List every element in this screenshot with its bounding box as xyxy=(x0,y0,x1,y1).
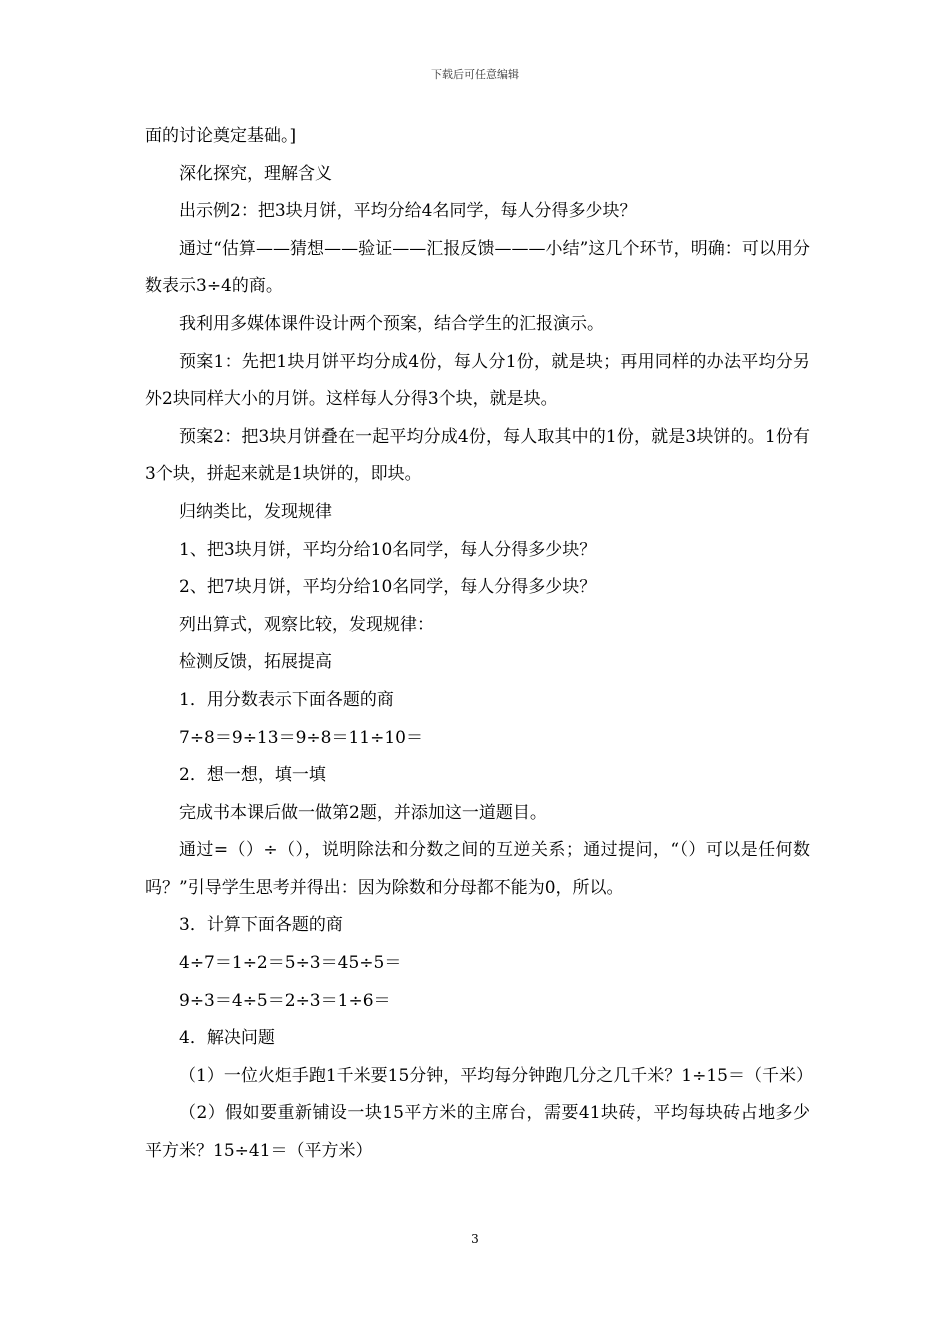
paragraph: 1、把3块月饼，平均分给10名同学，每人分得多少块？ xyxy=(179,539,597,560)
paragraph: 面的讨论奠定基础。] xyxy=(145,126,297,146)
paragraph: 1．用分数表示下面各题的商 xyxy=(179,689,394,710)
paragraph: 出示例2：把3块月饼，平均分给4名同学，每人分得多少块？ xyxy=(179,201,637,222)
paragraph: 预案1：先把1块月饼平均分成4份，每人分1份，就是块；再用同样的办法平均分另外2块同样大小的月饼。这样每人分得3个块，就是块。 xyxy=(145,351,810,410)
paragraph: 列出算式，观察比较，发现规律： xyxy=(179,614,434,635)
page-header: 下载后可任意编辑 xyxy=(431,68,519,81)
section-heading: 深化探究，理解含义 xyxy=(179,163,332,184)
paragraph: 2．想一想，填一填 xyxy=(179,765,326,786)
paragraph: 2、把7块月饼，平均分给10名同学，每人分得多少块？ xyxy=(179,577,597,598)
paragraph: 完成书本课后做一做第2题，并添加这一道题目。 xyxy=(179,802,547,823)
paragraph: 4．解决问题 xyxy=(179,1028,275,1049)
paragraph: 4÷7＝1÷2＝5÷3＝45÷5＝ xyxy=(179,953,402,974)
paragraph: （2）假如要重新铺设一块15平方米的主席台，需要41块砖，平均每块砖占地多少平方米？15÷41＝（平方米） xyxy=(145,1103,810,1162)
section-heading: 归纳类比，发现规律 xyxy=(179,501,332,522)
document-body xyxy=(145,118,813,1171)
page-number: 3 xyxy=(471,1232,479,1246)
paragraph: 7÷8＝9÷13＝9÷8＝11÷10＝ xyxy=(179,727,423,748)
paragraph: 我利用多媒体课件设计两个预案，结合学生的汇报演示。 xyxy=(179,313,604,334)
paragraph: 3．计算下面各题的商 xyxy=(179,915,343,936)
paragraph: 通过“估算——猜想——验证——汇报反馈———小结”这几个环节，明确：可以用分数表示3÷4的商。 xyxy=(145,238,810,297)
paragraph: 9÷3＝4÷5＝2÷3＝1÷6＝ xyxy=(179,990,391,1011)
paragraph: （1）一位火炬手跑1千米要15分钟，平均每分钟跑几分之几千米？1÷15＝（千米） xyxy=(179,1065,813,1086)
paragraph: 通过=（）÷（），说明除法和分数之间的互逆关系；通过提问，“（）可以是任何数吗？”引导学生思考并得出：因为除数和分母都不能为0，所以。 xyxy=(145,840,810,898)
paragraph: 预案2：把3块月饼叠在一起平均分成4份，每人取其中的1份，就是3块饼的。1份有3个块，拼起来就是1块饼的，即块。 xyxy=(145,426,810,485)
section-heading: 检测反馈，拓展提高 xyxy=(179,652,332,673)
